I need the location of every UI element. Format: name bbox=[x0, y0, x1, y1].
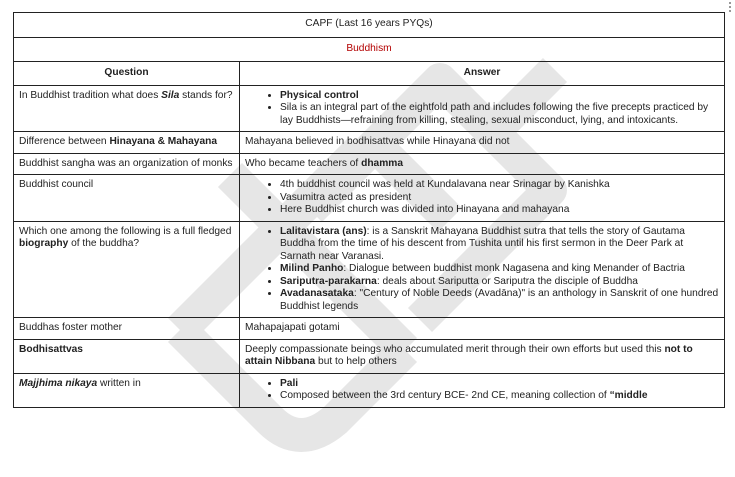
list-item: • Composed between the 3rd century BCE- 2nd CE, meaning collection of “middle bbox=[280, 390, 719, 403]
table-title: CAPF (Last 16 years PYQs) bbox=[14, 13, 725, 38]
column-header-question: Question bbox=[14, 62, 240, 86]
list-item: • Here Buddhist church was divided into Hinayana and mahayana bbox=[280, 204, 719, 217]
table-row bbox=[14, 221, 725, 318]
answer-cell bbox=[240, 85, 725, 132]
answer-cell: Who became teachers of dhamma bbox=[240, 153, 725, 175]
table-row bbox=[14, 339, 725, 373]
topic-title: Buddhism bbox=[14, 37, 725, 62]
pyq-table bbox=[13, 12, 725, 408]
answer-cell: Deeply compassionate beings who accumulated merit through their own efforts but used this not to attain Nibbana but to help others bbox=[240, 339, 725, 373]
question-cell: Buddhist sangha was an organization of monks bbox=[14, 153, 240, 175]
list-item: • Sila is an integral part of the eightfold path and includes following the five precepts practiced by lay Buddhists—refraining from killing, stealing, sexual misconduct, lying, and intoxicants. bbox=[280, 102, 719, 127]
list-item: • Physical control bbox=[280, 90, 719, 103]
table-row bbox=[14, 85, 725, 132]
table-row bbox=[14, 318, 725, 340]
list-item: • Sariputra-parakarna: deals about Sariputta or Sariputra the disciple of Buddha bbox=[280, 276, 719, 289]
question-cell: Buddhist council bbox=[14, 175, 240, 222]
topic-row bbox=[14, 37, 725, 62]
answer-cell: Mahayana believed in bodhisattvas while Hinayana did not bbox=[240, 132, 725, 154]
column-header-answer: Answer bbox=[240, 62, 725, 86]
menu-dots-icon[interactable] bbox=[727, 2, 733, 14]
answer-cell: Mahapajapati gotami bbox=[240, 318, 725, 340]
table-row bbox=[14, 153, 725, 175]
list-item: • 4th buddhist council was held at Kundalavana near Srinagar by Kanishka bbox=[280, 179, 719, 192]
table-row bbox=[14, 373, 725, 407]
table-row bbox=[14, 132, 725, 154]
title-row bbox=[14, 13, 725, 38]
answer-cell bbox=[240, 175, 725, 222]
list-item: • Milind Panho: Dialogue between buddhist monk Nagasena and king Menander of Bactria bbox=[280, 263, 719, 276]
question-cell: Buddhas foster mother bbox=[14, 318, 240, 340]
question-cell: Bodhisattvas bbox=[14, 339, 240, 373]
list-item: • Vasumitra acted as president bbox=[280, 192, 719, 205]
question-cell: In Buddhist tradition what does Sila stands for? bbox=[14, 85, 240, 132]
table-row bbox=[14, 175, 725, 222]
list-item: • Pali bbox=[280, 378, 719, 391]
list-item: • Lalitavistara (ans): is a Sanskrit Mahayana Buddhist sutra that tells the story of Gautama Buddha from the time of his descent from Tushita until his first sermon in the Deer Park at Sarnath near Varanasi. bbox=[280, 226, 719, 264]
column-header-row bbox=[14, 62, 725, 86]
question-cell: Difference between Hinayana & Mahayana bbox=[14, 132, 240, 154]
question-cell: Majjhima nikaya written in bbox=[14, 373, 240, 407]
question-cell: Which one among the following is a full fledged biography of the buddha? bbox=[14, 221, 240, 318]
answer-cell bbox=[240, 373, 725, 407]
answer-cell bbox=[240, 221, 725, 318]
list-item: • Avadanasataka: "Century of Noble Deeds (Avadāna)" is an anthology in Sanskrit of one hundred Buddhist legends bbox=[280, 288, 719, 313]
